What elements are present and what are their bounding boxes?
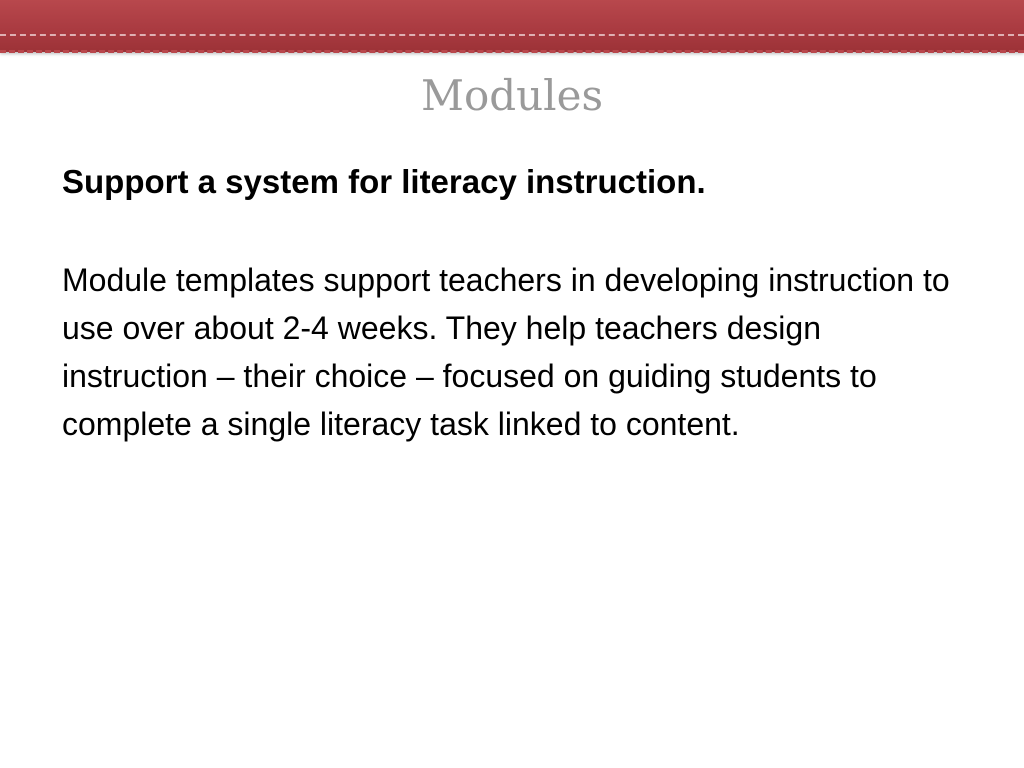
header-stitch-bottom (0, 50, 1024, 53)
slide-title: Modules (420, 71, 604, 120)
slide-body-text: Module templates support teachers in developing instruction to use over about 2-4 weeks. They help teachers design instruction – their choice – focused on guiding students to complete a single literacy task linked to content. (62, 262, 950, 442)
header-band (0, 0, 1024, 52)
slide-content (62, 158, 962, 448)
header-stitch-top (0, 34, 1024, 36)
slide-heading: Support a system for literacy instruction. (62, 163, 706, 200)
